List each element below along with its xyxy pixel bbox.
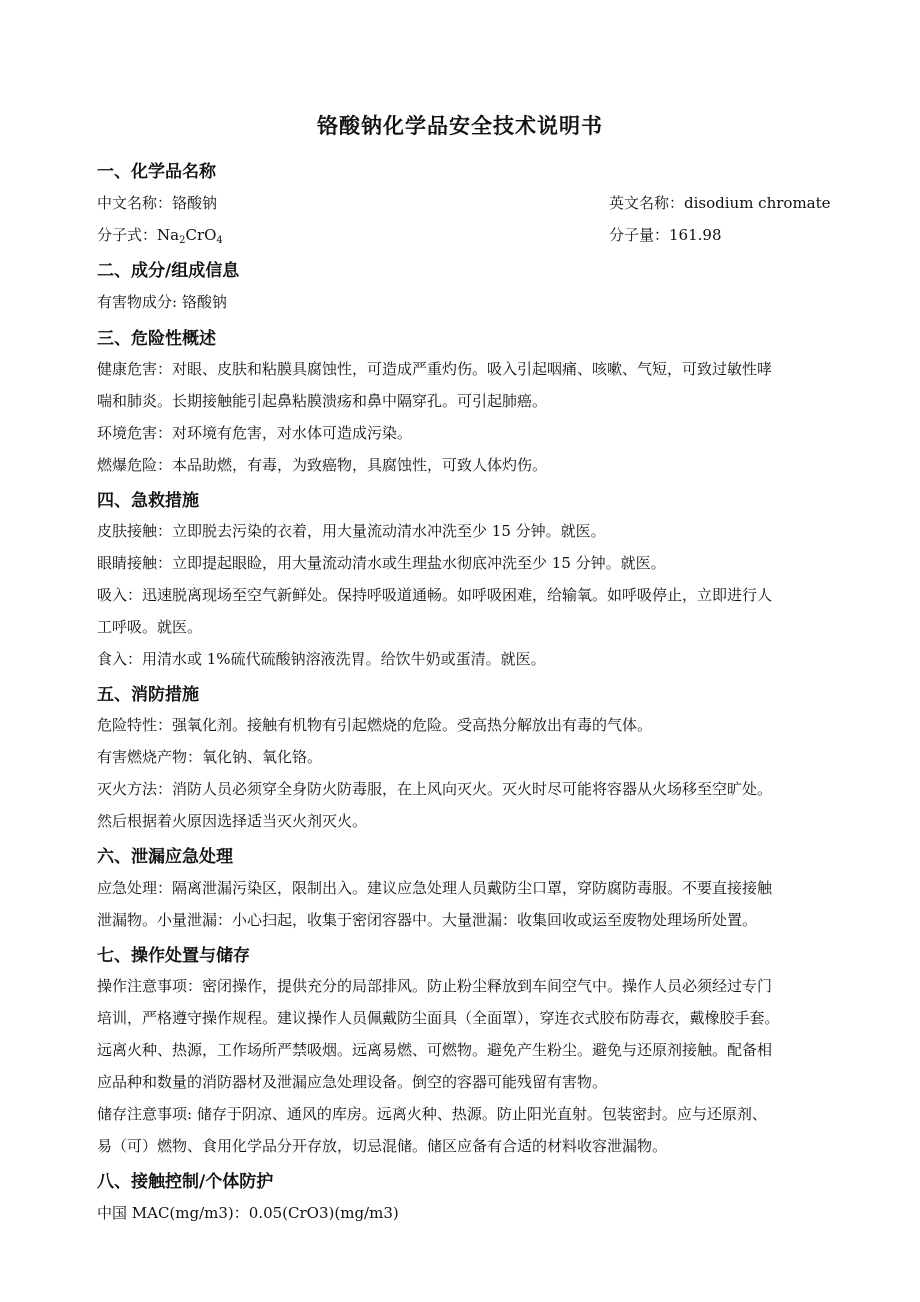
section-4-heading: 四、急救措施 [97,491,199,511]
formula-sub-2: 2 [179,235,186,246]
hazardous-ingredient: 有害物成分: 铬酸钠 [97,293,227,311]
chinese-name: 中文名称：铬酸钠 [97,194,218,212]
formula-cro: CrO [185,226,217,244]
formula-sub-4: 4 [216,235,223,246]
handling-precautions-line-4: 应品种和数量的消防器材及泄漏应急处理设备。倒空的容器可能残留有害物。 [97,1073,608,1091]
section-3-heading: 三、危险性概述 [97,329,216,349]
health-hazard-line-1: 健康危害：对眼、皮肤和粘膜具腐蚀性，可造成严重灼伤。吸入引起咽痛、咳嗽、气短，可致过敏性哮 [97,360,773,378]
handling-precautions-line-3: 远离火种、热源，工作场所严禁吸烟。远离易燃、可燃物。避免产生粉尘。避免与还原剂接触。配备相 [97,1041,773,1059]
inhalation-line-1: 吸入：迅速脱离现场至空气新鲜处。保持呼吸道通畅。如呼吸困难，给输氧。如呼吸停止，立即进行人 [97,586,773,604]
skin-contact: 皮肤接触：立即脱去污染的衣着，用大量流动清水冲洗至少 15 分钟。就医。 [97,522,606,540]
section-2-heading: 二、成分/组成信息 [97,261,240,281]
section-8-heading: 八、接触控制/个体防护 [97,1172,274,1192]
formula-label: 分子式： [97,226,158,244]
emergency-response-line-2: 泄漏物。小量泄漏：小心扫起，收集于密闭容器中。大量泄漏：收集回收或运至废物处理场所处置。 [97,911,758,929]
english-name: 英文名称：disodium chromate [609,194,831,212]
firefighting-method-line-2: 然后根据着火原因选择适当灭火剂灭火。 [97,812,368,830]
storage-precautions-line-1: 储存注意事项: 储存于阴凉、通风的库房。远离火种、热源。防止阳光直射。包装密封。应与还原剂、 [97,1105,767,1123]
health-hazard-line-2: 喘和肺炎。长期接触能引起鼻粘膜溃疡和鼻中隔穿孔。可引起肺癌。 [97,392,548,410]
ingestion: 食入：用清水或 1%硫代硫酸钠溶液洗胃。给饮牛奶或蛋清。就医。 [97,650,546,668]
exposure-limit-mac: 中国 MAC(mg/m3)：0.05(CrO3)(mg/m3) [97,1204,399,1222]
molecular-weight: 分子量：161.98 [609,226,722,244]
section-1-heading: 一、化学品名称 [97,162,216,182]
document-title: 铬酸钠化学品安全技术说明书 [317,113,603,138]
hazard-properties: 危险特性：强氧化剂。接触有机物有引起燃烧的危险。受高热分解放出有毒的气体。 [97,716,653,734]
handling-precautions-line-2: 培训，严格遵守操作规程。建议操作人员佩戴防尘面具（全面罩），穿连衣式胶布防毒衣，戴橡胶手套。 [97,1009,780,1027]
formula-na: Na [157,226,180,244]
section-6-heading: 六、泄漏应急处理 [97,847,233,867]
explosion-hazard: 燃爆危险：本品助燃，有毒，为致癌物，具腐蚀性，可致人体灼伤。 [97,456,548,474]
environmental-hazard: 环境危害：对环境有危害，对水体可造成污染。 [97,424,413,442]
handling-precautions-line-1: 操作注意事项：密闭操作，提供充分的局部排风。防止粉尘释放到车间空气中。操作人员必须经过专门 [97,977,773,995]
molecular-formula [97,224,223,245]
inhalation-line-2: 工呼吸。就医。 [97,618,203,636]
combustion-products: 有害燃烧产物：氧化钠、氧化铬。 [97,748,323,766]
storage-precautions-line-2: 易（可）燃物、食用化学品分开存放，切忌混储。储区应备有合适的材料收容泄漏物。 [97,1137,668,1155]
section-7-heading: 七、操作处置与储存 [97,946,250,966]
section-5-heading: 五、消防措施 [97,685,199,705]
emergency-response-line-1: 应急处理：隔离泄漏污染区，限制出入。建议应急处理人员戴防尘口罩，穿防腐防毒服。不要直接接触 [97,879,773,897]
firefighting-method-line-1: 灭火方法：消防人员必须穿全身防火防毒服，在上风向灭火。灭火时尽可能将容器从火场移至空旷处。 [97,780,773,798]
eye-contact: 眼睛接触：立即提起眼睑，用大量流动清水或生理盐水彻底冲洗至少 15 分钟。就医。 [97,554,666,572]
